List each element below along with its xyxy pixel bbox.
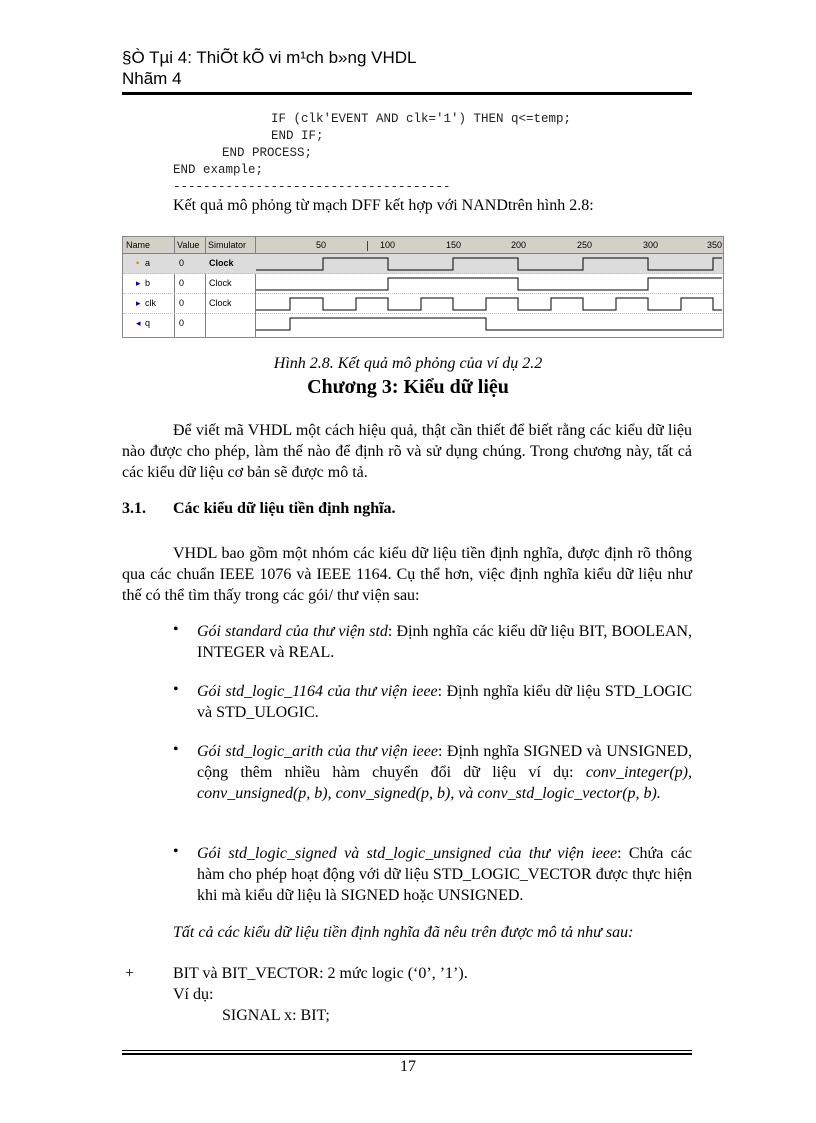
- tick-label: 350: [707, 240, 723, 250]
- bullet-italic: Gói std_logic_arith của thư viện ieee: [197, 743, 438, 760]
- sim-intro: Kết quả mô phỏng từ mạch DFF kết hợp với NANDtrên hình 2.8:: [173, 197, 594, 214]
- wave-b: [256, 278, 722, 290]
- code-separator: -------------------------------------: [173, 180, 451, 194]
- time-cursor[interactable]: [367, 241, 368, 251]
- signal-name: a: [145, 258, 151, 268]
- signal-sim: Clock: [209, 298, 232, 308]
- wave-clk: [256, 298, 722, 310]
- bullet-text: : Định nghĩa các kiểu dữ liệu BIT, BOOLEAN, INTEGER và REAL.: [197, 623, 692, 661]
- signal-name: q: [145, 318, 151, 328]
- bullet-marker: •: [173, 741, 179, 758]
- signal-sim: Clock: [209, 278, 232, 288]
- bullet-italic: Gói std_logic_signed và std_logic_unsigned của thư viện ieee: [197, 845, 618, 862]
- header-group: Nhãm 4: [122, 69, 182, 88]
- col-sim-header[interactable]: Simulator: [208, 240, 247, 250]
- signal-name: b: [145, 278, 151, 288]
- wave-q: [256, 318, 722, 330]
- code-line: END PROCESS;: [222, 146, 313, 160]
- bullet-text: : Định nghĩa kiểu dữ liệu STD_LOGIC và STD_ULOGIC.: [197, 683, 693, 721]
- col-value-header[interactable]: Value: [177, 240, 200, 250]
- bullet-item: [197, 741, 692, 804]
- tick-label: 150: [446, 240, 462, 250]
- bullet-text: : Chứa các hàm cho phép hoạt động với dữ liệu STD_LOGIC_VECTOR được thực hiện khi mà kiểu dữ liệu là SIGNED hoặc UNSIGNED.: [197, 845, 692, 904]
- signal-name: clk: [145, 298, 156, 308]
- bullet-marker: •: [173, 843, 179, 860]
- code-line: END example;: [173, 163, 264, 177]
- waveform-traces: [256, 254, 722, 336]
- section-paragraph: VHDL bao gồm một nhóm các kiểu dữ liệu tiền định nghĩa, được định rõ thông qua các chuẩn IEEE 1076 và IEEE 1164. Cụ thể hơn, việc định nghĩa kiểu dữ liệu như thế có thể tìm thấy trong các gói/ thư viện sau:: [122, 545, 692, 604]
- bullet-marker: •: [173, 621, 179, 638]
- bullet-italic: Gói std_logic_1164 của thư viện ieee: [197, 683, 438, 700]
- footer-rule: [122, 1050, 692, 1051]
- header-rule: [122, 92, 692, 95]
- col-name-header[interactable]: Name: [126, 240, 151, 250]
- example-label: Ví dụ:: [173, 986, 214, 1003]
- code-line: END IF;: [271, 129, 324, 143]
- signal-sim: Clock: [209, 258, 234, 268]
- plus-marker: +: [125, 965, 135, 982]
- signal-input-icon: ▸: [136, 278, 141, 288]
- page-header: [122, 47, 692, 89]
- tick-label: 300: [643, 240, 659, 250]
- bullet-item: [197, 843, 692, 906]
- footer-rule: [122, 1053, 692, 1055]
- example-code: SIGNAL x: BIT;: [222, 1007, 330, 1024]
- waveform-window: [122, 236, 724, 338]
- tick-label: 100: [380, 240, 396, 250]
- bullet-italic: Gói standard của thư viện std: [197, 623, 388, 640]
- signal-output-icon: ◂: [136, 318, 141, 328]
- section-number: 3.1.: [122, 500, 146, 517]
- signal-value: 0: [179, 318, 185, 328]
- bullet-item: [197, 681, 692, 723]
- bullet-marker: •: [173, 681, 179, 698]
- signal-value: 0: [179, 298, 185, 308]
- code-line: IF (clk'EVENT AND clk='1') THEN q<=temp;: [271, 112, 572, 126]
- chapter-title: Chương 3: Kiểu dữ liệu: [307, 376, 509, 398]
- header-title: §Ò Tµi 4: ThiÕt kÕ vi m¹ch b»ng VHDL: [122, 48, 417, 67]
- section-title: Các kiểu dữ liệu tiền định nghĩa.: [173, 500, 396, 517]
- intro-paragraph: Để viết mã VHDL một cách hiệu quả, thật cần thiết để biết rằng các kiểu dữ liệu nào được cho phép, làm thế nào để định rõ và sử dụng chúng. Trong chương này, tất cả các kiểu dữ liệu cơ bản sẽ được mô tả.: [122, 422, 692, 481]
- bullet-functions: conv_integer(p), conv_unsigned(p, b), conv_signed(p, b), và conv_std_logic_vector(p, b).: [197, 764, 692, 802]
- signal-input-icon: •: [136, 258, 140, 268]
- tick-label: 50: [316, 240, 327, 250]
- signal-value: 0: [179, 258, 185, 268]
- page-number: 17: [400, 1058, 416, 1075]
- bullet-item: [197, 621, 692, 663]
- tick-label: 200: [511, 240, 527, 250]
- bullet-text: : Định nghĩa SIGNED và UNSIGNED, cộng thêm nhiều hàm chuyển đổi dữ liệu ví dụ:: [197, 743, 693, 781]
- bit-type-line: BIT và BIT_VECTOR: 2 mức logic (‘0’, ’1’).: [173, 965, 468, 982]
- tick-label: 250: [577, 240, 593, 250]
- wave-a: [256, 258, 722, 270]
- figure-caption: Hình 2.8. Kết quả mô phỏng của ví dụ 2.2: [273, 355, 543, 372]
- summary-line: Tất cả các kiểu dữ liệu tiền định nghĩa đã nêu trên được mô tả như sau:: [173, 924, 634, 941]
- signal-input-icon: ▸: [136, 298, 141, 308]
- signal-value: 0: [179, 278, 185, 288]
